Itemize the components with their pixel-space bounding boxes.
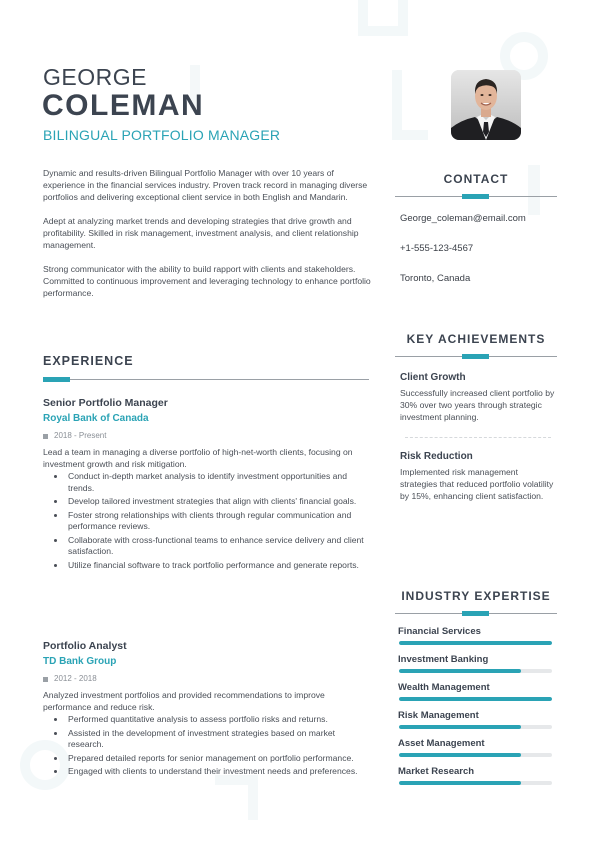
skill-name: Risk Management — [398, 710, 479, 721]
contact-location: Toronto, Canada — [400, 273, 471, 284]
skill-item — [398, 654, 557, 673]
job-dates — [43, 431, 373, 441]
job-bullet — [54, 535, 373, 558]
job-bullet-text: Prepared detailed reports for senior management on portfolio performance. — [68, 752, 354, 763]
skill-name: Market Research — [398, 766, 475, 777]
job-bullet — [54, 471, 373, 494]
job-description: Analyzed investment portfolios and provided recommendations to improve performance and reduce risk. — [43, 690, 325, 712]
skill-level-fill — [399, 669, 521, 673]
experience-entry — [43, 396, 373, 573]
skills-list — [395, 626, 557, 785]
achievement-separator — [405, 437, 551, 438]
achievements-section — [395, 332, 557, 502]
job-role: Portfolio Analyst — [43, 640, 127, 652]
skill-item — [398, 738, 557, 757]
job-bullet-text: Engaged with clients to understand their investment needs and preferences. — [68, 766, 358, 776]
section-accent-bar — [43, 377, 70, 382]
job-dates — [43, 674, 373, 684]
job-bullet-list — [54, 471, 373, 571]
skill-level-bar — [399, 697, 552, 701]
contact-email[interactable]: George_coleman@email.com — [400, 213, 526, 224]
calendar-icon — [43, 677, 48, 682]
achievement-text: Implemented risk management strategies that reduced portfolio volatility by 15%, enhancing client satisfaction. — [400, 467, 554, 501]
skill-level-bar — [399, 669, 552, 673]
achievement-title: Risk Reduction — [400, 451, 473, 462]
expertise-heading: INDUSTRY EXPERTISE — [401, 589, 551, 603]
bullet-icon — [54, 564, 57, 567]
job-bullet-list — [54, 714, 373, 778]
skill-level-bar — [399, 725, 552, 729]
skill-level-fill — [399, 781, 521, 785]
skill-item — [398, 626, 557, 645]
job-company: Royal Bank of Canada — [43, 413, 149, 424]
job-bullet-text: Conduct in-depth market analysis to identify investment opportunities and trends. — [68, 471, 347, 493]
skill-item — [398, 710, 557, 729]
bullet-icon — [54, 500, 57, 503]
expertise-section — [395, 589, 557, 785]
contact-phone[interactable]: +1-555-123-4567 — [400, 243, 474, 254]
section-accent-bar — [462, 611, 489, 616]
job-dates-text: 2012 - 2018 — [54, 674, 97, 683]
section-divider — [395, 354, 557, 359]
calendar-icon — [43, 434, 48, 439]
job-bullet-text: Develop tailored investment strategies that align with clients' financial goals. — [68, 496, 357, 506]
job-bullet — [54, 766, 373, 778]
achievement-item — [400, 450, 557, 502]
skill-item — [398, 682, 557, 701]
bullet-icon — [54, 757, 57, 760]
job-bullet-text: Utilize financial software to track portfolio performance and generate reports. — [68, 559, 359, 570]
job-dates-text: 2018 - Present — [54, 431, 107, 440]
skill-level-bar — [399, 753, 552, 757]
skill-name: Wealth Management — [398, 682, 490, 693]
first-name: GEORGE — [43, 64, 147, 90]
skill-name: Financial Services — [398, 626, 481, 637]
job-bullet — [54, 753, 373, 765]
profile-photo — [451, 70, 521, 140]
contact-list — [395, 213, 557, 285]
job-description: Lead a team in managing a diverse portfolio of high-net-worth clients, focusing on investment growth and risk mitigation. — [43, 447, 353, 469]
bullet-icon — [54, 770, 57, 773]
section-divider — [43, 379, 369, 380]
background-watermark-shape — [358, 0, 408, 36]
skill-level-bar — [399, 781, 552, 785]
job-bullet — [54, 510, 373, 533]
job-role: Senior Portfolio Manager — [43, 397, 168, 409]
summary-paragraph: Adept at analyzing market trends and developing strategies that drive growth and profitability. Skilled in risk management, investment analysis, and client relationship management. — [43, 216, 359, 250]
achievements-heading: KEY ACHIEVEMENTS — [406, 332, 546, 346]
job-bullet-text: Performed quantitative analysis to assess portfolio risks and returns. — [68, 714, 328, 724]
job-bullet-text: Assisted in the development of investment strategies based on market research. — [68, 727, 336, 749]
job-company: TD Bank Group — [43, 656, 117, 667]
section-divider — [395, 194, 557, 199]
skill-level-fill — [399, 753, 521, 757]
skill-name: Investment Banking — [398, 654, 489, 665]
job-bullet — [54, 728, 373, 751]
experience-entry — [43, 639, 373, 780]
achievement-item — [400, 371, 557, 423]
professional-title: BILINGUAL PORTFOLIO MANAGER — [43, 127, 281, 143]
last-name: COLEMAN — [42, 89, 205, 122]
job-bullet — [54, 714, 373, 726]
person-portrait-icon — [451, 70, 521, 140]
background-watermark-shape — [248, 775, 258, 820]
bullet-icon — [54, 475, 57, 478]
job-bullet — [54, 560, 373, 572]
profile-summary — [43, 167, 373, 311]
skill-item — [398, 766, 557, 785]
bullet-icon — [54, 732, 57, 735]
skill-level-fill — [399, 697, 552, 701]
section-accent-bar — [462, 194, 489, 199]
bullet-icon — [54, 718, 57, 721]
bullet-icon — [54, 514, 57, 517]
contact-heading: CONTACT — [443, 172, 509, 186]
experience-heading: EXPERIENCE — [43, 354, 134, 368]
summary-paragraph: Strong communicator with the ability to build rapport with clients and stakeholders. Committed to continuous improvement and leveraging technology to enhance portfolio performance. — [43, 264, 371, 298]
contact-section — [395, 172, 557, 285]
achievement-title: Client Growth — [400, 372, 466, 383]
job-bullet — [54, 496, 373, 508]
skill-level-fill — [399, 641, 552, 645]
job-bullet-text: Foster strong relationships with clients through regular communication and performance reviews. — [68, 509, 352, 531]
bullet-icon — [54, 539, 57, 542]
skill-name: Asset Management — [398, 738, 485, 749]
section-accent-bar — [462, 354, 489, 359]
background-watermark-shape — [392, 70, 428, 140]
job-bullet-text: Collaborate with cross-functional teams to enhance service delivery and client satisfaction. — [68, 534, 364, 556]
skill-level-bar — [399, 641, 552, 645]
achievement-text: Successfully increased client portfolio by 30% over two years through strategic investment planning. — [400, 388, 555, 422]
summary-paragraph: Dynamic and results-driven Bilingual Portfolio Manager with over 10 years of experience in the financial services industry. Proven track record in managing diverse portfolios and delivering exceptional client service in both English and Mandarin. — [43, 168, 368, 202]
skill-level-fill — [399, 725, 521, 729]
section-divider — [395, 611, 557, 616]
